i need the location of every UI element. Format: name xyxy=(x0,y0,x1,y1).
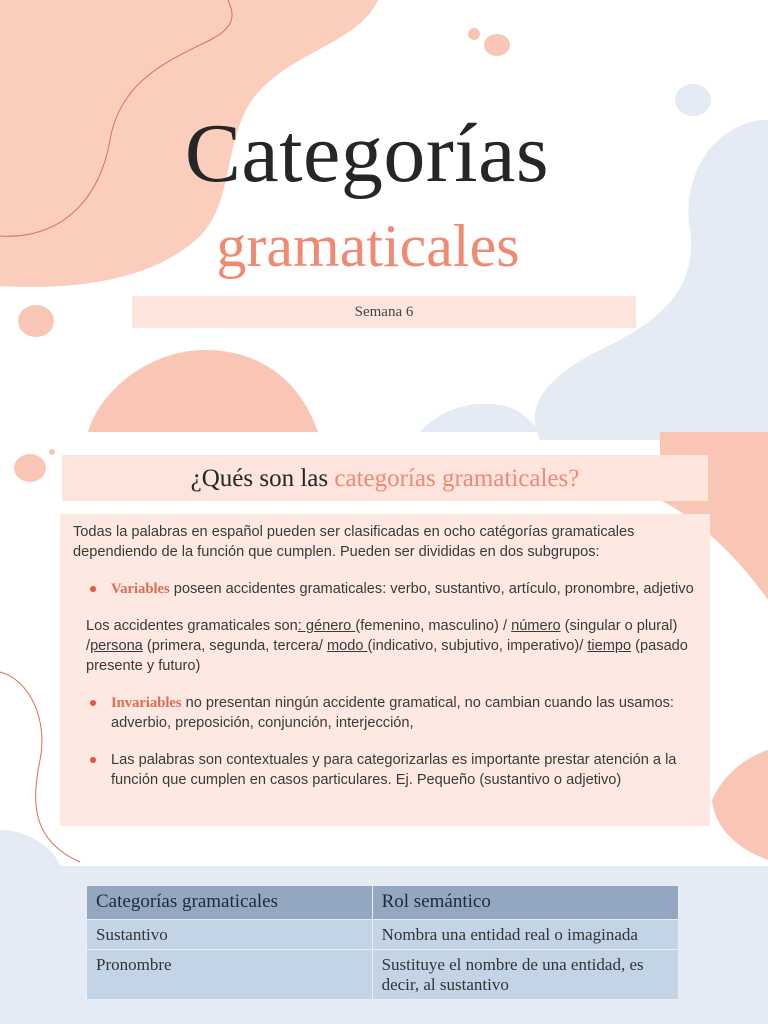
list-item-context xyxy=(73,750,698,790)
invariables-text: no presentan ningún accidente gramatical, no cambian cuando las usamos: adverbio, preposición, conjunción, interjección, xyxy=(111,695,674,731)
keyword-variables: Variables xyxy=(111,581,170,597)
section-question xyxy=(62,455,708,501)
note-persona: (primera, segunda, tercera/ xyxy=(142,638,327,654)
accidentes-lead: Los accidentes gramaticales son xyxy=(86,618,298,634)
term-modo: modo xyxy=(326,638,368,654)
table-header-category: Categorías gramaticales xyxy=(87,886,373,920)
term-numero: número xyxy=(511,618,561,634)
bullet-icon xyxy=(90,757,96,763)
bullet-icon xyxy=(90,586,96,592)
question-accent: categorías gramaticales? xyxy=(334,465,580,492)
table-row xyxy=(87,950,679,1000)
note-genero: (femenino, masculino) / xyxy=(355,618,512,634)
info-intro: Todas la palabras en español pueden ser clasificadas en ocho catégorías gramaticales dependiendo de la función que cumplen. Pueden ser divididas en dos subgrupos: xyxy=(73,524,635,560)
keyword-invariables: Invariables xyxy=(111,695,182,711)
info-list-bottom xyxy=(73,693,698,790)
page-subtitle: gramaticales xyxy=(216,213,520,279)
list-item-invariables xyxy=(73,693,698,733)
bullet-icon xyxy=(90,700,96,706)
context-text: Las palabras son contextuales y para categorizarlas es importante prestar atención a la función que cumplen en casos particulares. Ej. Pequeño (sustantivo o adjetivo) xyxy=(111,752,677,788)
table-cell: Pronombre xyxy=(87,950,373,1000)
categories-table xyxy=(86,885,679,1000)
variables-text: poseen accidentes gramaticales: verbo, sustantivo, artículo, pronombre, adjetivo xyxy=(169,581,694,597)
week-label: Semana 6 xyxy=(132,296,636,328)
term-persona: persona xyxy=(90,638,143,654)
note-numero: (singular o plural) / xyxy=(86,618,678,654)
table-header-role: Rol semántico xyxy=(372,886,678,920)
table-cell: Sustantivo xyxy=(87,920,373,950)
info-list-top xyxy=(73,579,698,599)
info-box xyxy=(60,514,710,826)
accidentes-paragraph xyxy=(86,616,698,676)
table-header-row xyxy=(87,886,679,920)
table-cell: Sustituye el nombre de una entidad, es decir, al sustantivo xyxy=(372,950,678,1000)
note-tiempo: (pasado presente y futuro) xyxy=(86,638,688,674)
table-row xyxy=(87,920,679,950)
page-title: Categorías xyxy=(184,107,550,200)
term-genero: : género xyxy=(297,618,356,634)
term-tiempo: tiempo xyxy=(587,638,632,654)
question-prefix: ¿Qués son las xyxy=(190,465,335,492)
list-item-variables xyxy=(73,579,698,599)
table-cell: Nombra una entidad real o imaginada xyxy=(372,920,678,950)
note-modo: (indicativo, subjutivo, imperativo)/ xyxy=(367,638,588,654)
